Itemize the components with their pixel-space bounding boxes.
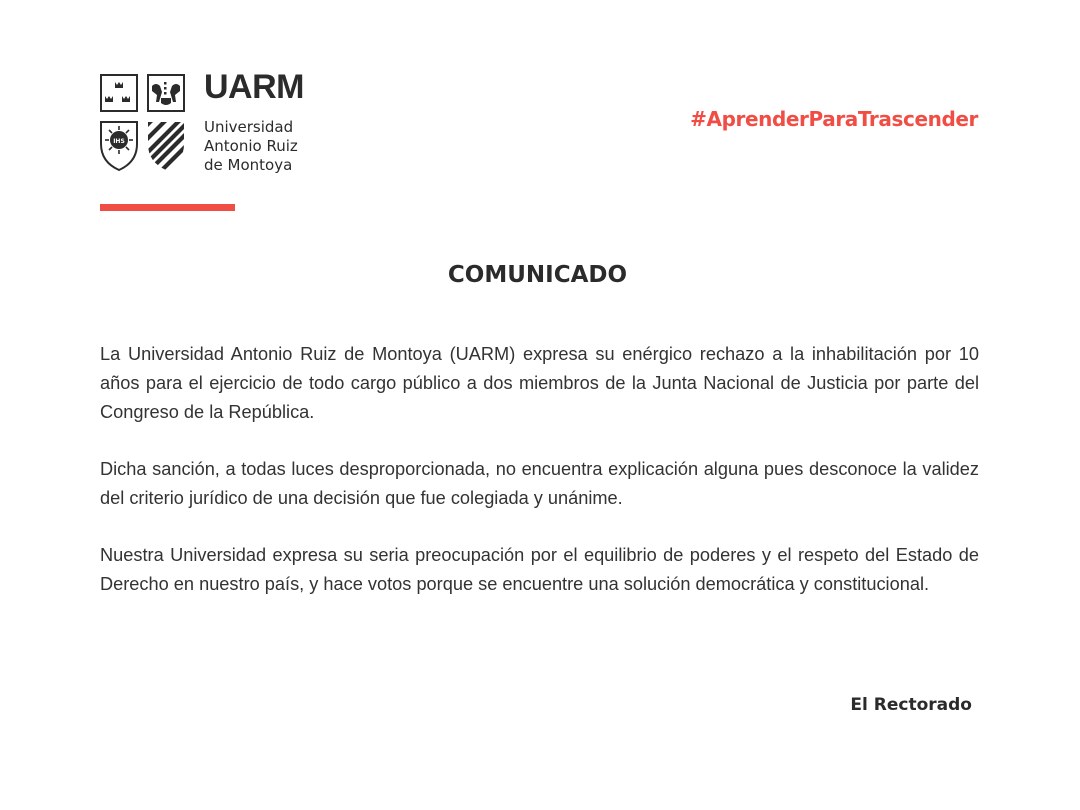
brand-line-2: Antonio Ruiz [204,137,298,155]
university-crest-icon [100,74,186,172]
university-logo [100,68,330,174]
campaign-hashtag: #AprenderParaTrascender [690,107,978,131]
brand-short-name: UARM [204,68,304,106]
paragraph-1: La Universidad Antonio Ruiz de Montoya (UARM) expresa su enérgico rechazo a la inhabilitación por 10 años para el ejercicio de todo cargo público a dos miembros de la Junta Nacional de Justicia por parte del Congreso de la República. [100,344,979,422]
brand-line-3: de Montoya [204,156,293,174]
brand-long-name [204,118,334,175]
paragraph-2: Dicha sanción, a todas luces desproporcionada, no encuentra explicación alguna pues desconoce la validez del criterio jurídico de una decisión que fue colegiada y unánime. [100,459,979,508]
document-title: COMUNICADO [447,262,628,288]
paragraph-3: Nuestra Universidad expresa su seria preocupación por el equilibrio de poderes y el respeto del Estado de Derecho en nuestro país, y hace votos porque se encuentre una solución democrática y constitucional. [100,545,979,594]
brand-line-1: Universidad [204,118,294,136]
accent-divider [100,204,235,211]
signature: El Rectorado [850,695,972,715]
document-body [100,340,979,627]
crest-ihs-text: IHS [113,138,125,145]
